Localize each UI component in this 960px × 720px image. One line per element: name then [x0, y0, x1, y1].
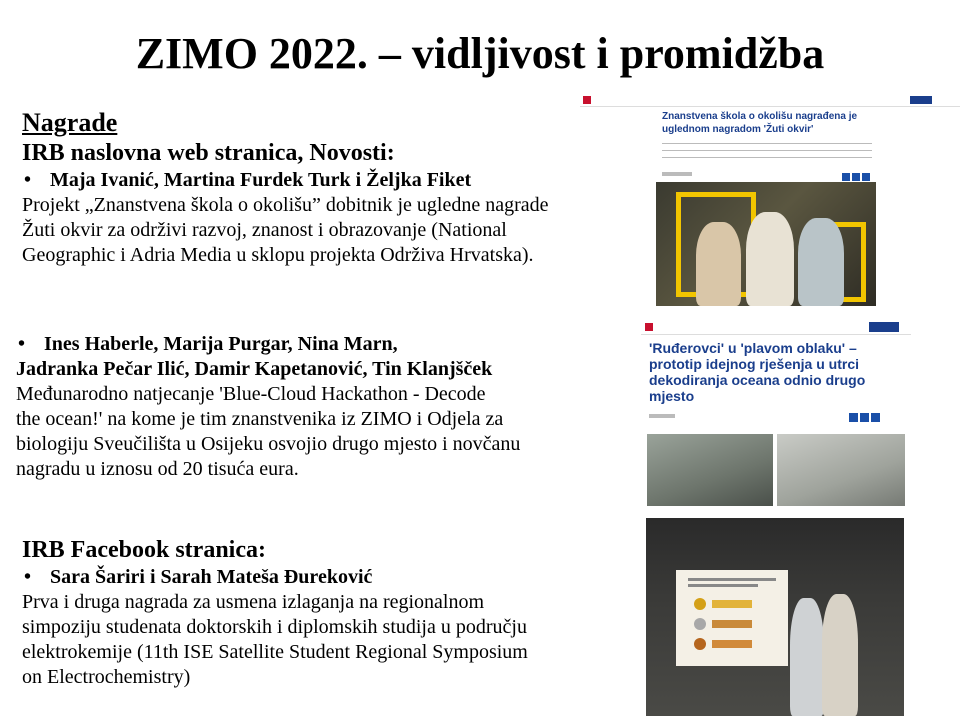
section-facebook	[22, 535, 642, 690]
section-hackathon	[16, 332, 641, 482]
news-paragraph-placeholder	[662, 140, 872, 162]
slide-text-placeholder	[688, 578, 776, 581]
bullet-icon: •	[24, 169, 32, 191]
award2-line: nagradu u iznosu od 20 tisuća eura.	[16, 458, 299, 480]
award2-line: the ocean!' na kome je tim znanstvenika iz ZIMO i Odjela za	[16, 408, 504, 430]
news-headline: Znanstvena škola o okolišu nagrađena je uglednom nagradom 'Žuti okvir'	[662, 111, 858, 135]
award-tag-icon	[712, 640, 752, 648]
award2-line: Međunarodno natjecanje 'Blue-Cloud Hackathon - Decode	[16, 383, 486, 405]
irb-news-screenshot-1	[580, 94, 960, 306]
award2-authors-text-1: Ines Haberle, Marija Purgar, Nina Marn,	[44, 333, 398, 355]
news-date-placeholder	[649, 414, 675, 418]
website-navbar	[580, 94, 960, 107]
irb-logo-icon	[645, 323, 653, 331]
bullet-icon: •	[24, 566, 32, 588]
section-awards	[22, 108, 662, 268]
award3-authors-text: Sara Šariri i Sarah Mateša Đureković	[50, 566, 373, 588]
slide-title: ZIMO 2022. – vidljivost i promidžba	[135, 29, 825, 78]
person-figure	[746, 212, 794, 306]
award3-line: Prva i druga nagrada za usmena izlaganja na regionalnom	[22, 591, 485, 613]
award-tag-icon	[712, 620, 752, 628]
website-navbar	[641, 320, 911, 335]
bronze-medal-icon	[694, 638, 706, 650]
award2-line: biologiju Sveučilišta u Osijeku osvojio drugo mjesto i novčanu	[16, 433, 521, 455]
twitter-icon	[849, 413, 858, 422]
news-headline: 'Ruđerovci' u 'plavom oblaku' – prototip idejnog rješenja u utrci dekodiranja oceana odnio drugo mjesto	[649, 340, 866, 404]
gold-medal-icon	[694, 598, 706, 610]
facebook-icon	[852, 173, 860, 181]
award1-line: Žuti okvir za održivi razvoj, znanost i obrazovanje (National	[22, 219, 507, 241]
irb-logo-icon	[583, 96, 591, 104]
person-figure	[822, 594, 858, 716]
twitter-icon	[842, 173, 850, 181]
bullet-icon: •	[18, 333, 26, 355]
news-date-placeholder	[662, 172, 692, 176]
person-figure	[790, 598, 824, 716]
award-tag-icon	[712, 600, 752, 608]
irb-web-heading: IRB naslovna web stranica, Novosti:	[22, 140, 395, 166]
video-call-photo	[777, 434, 905, 506]
award1-authors-text: Maja Ivanić, Martina Furdek Turk i Željka Fiket	[50, 169, 472, 191]
facebook-icon	[860, 413, 869, 422]
person-figure	[696, 222, 741, 306]
award2-authors-line2: Jadranka Pečar Ilić, Damir Kapetanović, Tin Klanjšček	[16, 358, 493, 380]
award3-line: on Electrochemistry)	[22, 666, 191, 688]
award-ceremony-photo	[656, 182, 876, 306]
symposium-award-photo	[646, 518, 904, 716]
search-button-icon	[869, 322, 899, 332]
award3-authors	[22, 565, 642, 590]
silver-medal-icon	[694, 618, 706, 630]
slide-text-placeholder	[688, 584, 758, 587]
team-photo	[647, 434, 773, 506]
award1-line: Projekt „Znanstvena škola o okolišu” dobitnik je ugledne nagrade	[22, 194, 549, 216]
award2-authors-line1	[16, 332, 641, 357]
irb-news-screenshot-2	[641, 320, 911, 510]
projector-screen	[676, 570, 788, 666]
person-figure	[798, 218, 844, 306]
awards-heading: Nagrade	[22, 108, 118, 137]
social-share-icons	[849, 409, 882, 427]
award3-line: elektrokemije (11th ISE Satellite Student Regional Symposium	[22, 641, 528, 663]
award1-authors	[22, 168, 662, 193]
search-button-icon	[910, 96, 932, 104]
linkedin-icon	[871, 413, 880, 422]
award1-line: Geographic i Adria Media u sklopu projekta Održiva Hrvatska).	[22, 244, 534, 266]
linkedin-icon	[862, 173, 870, 181]
award3-line: simpoziju studenata doktorskih i diplomskih studija u području	[22, 616, 527, 638]
irb-facebook-heading: IRB Facebook stranica:	[22, 537, 266, 563]
